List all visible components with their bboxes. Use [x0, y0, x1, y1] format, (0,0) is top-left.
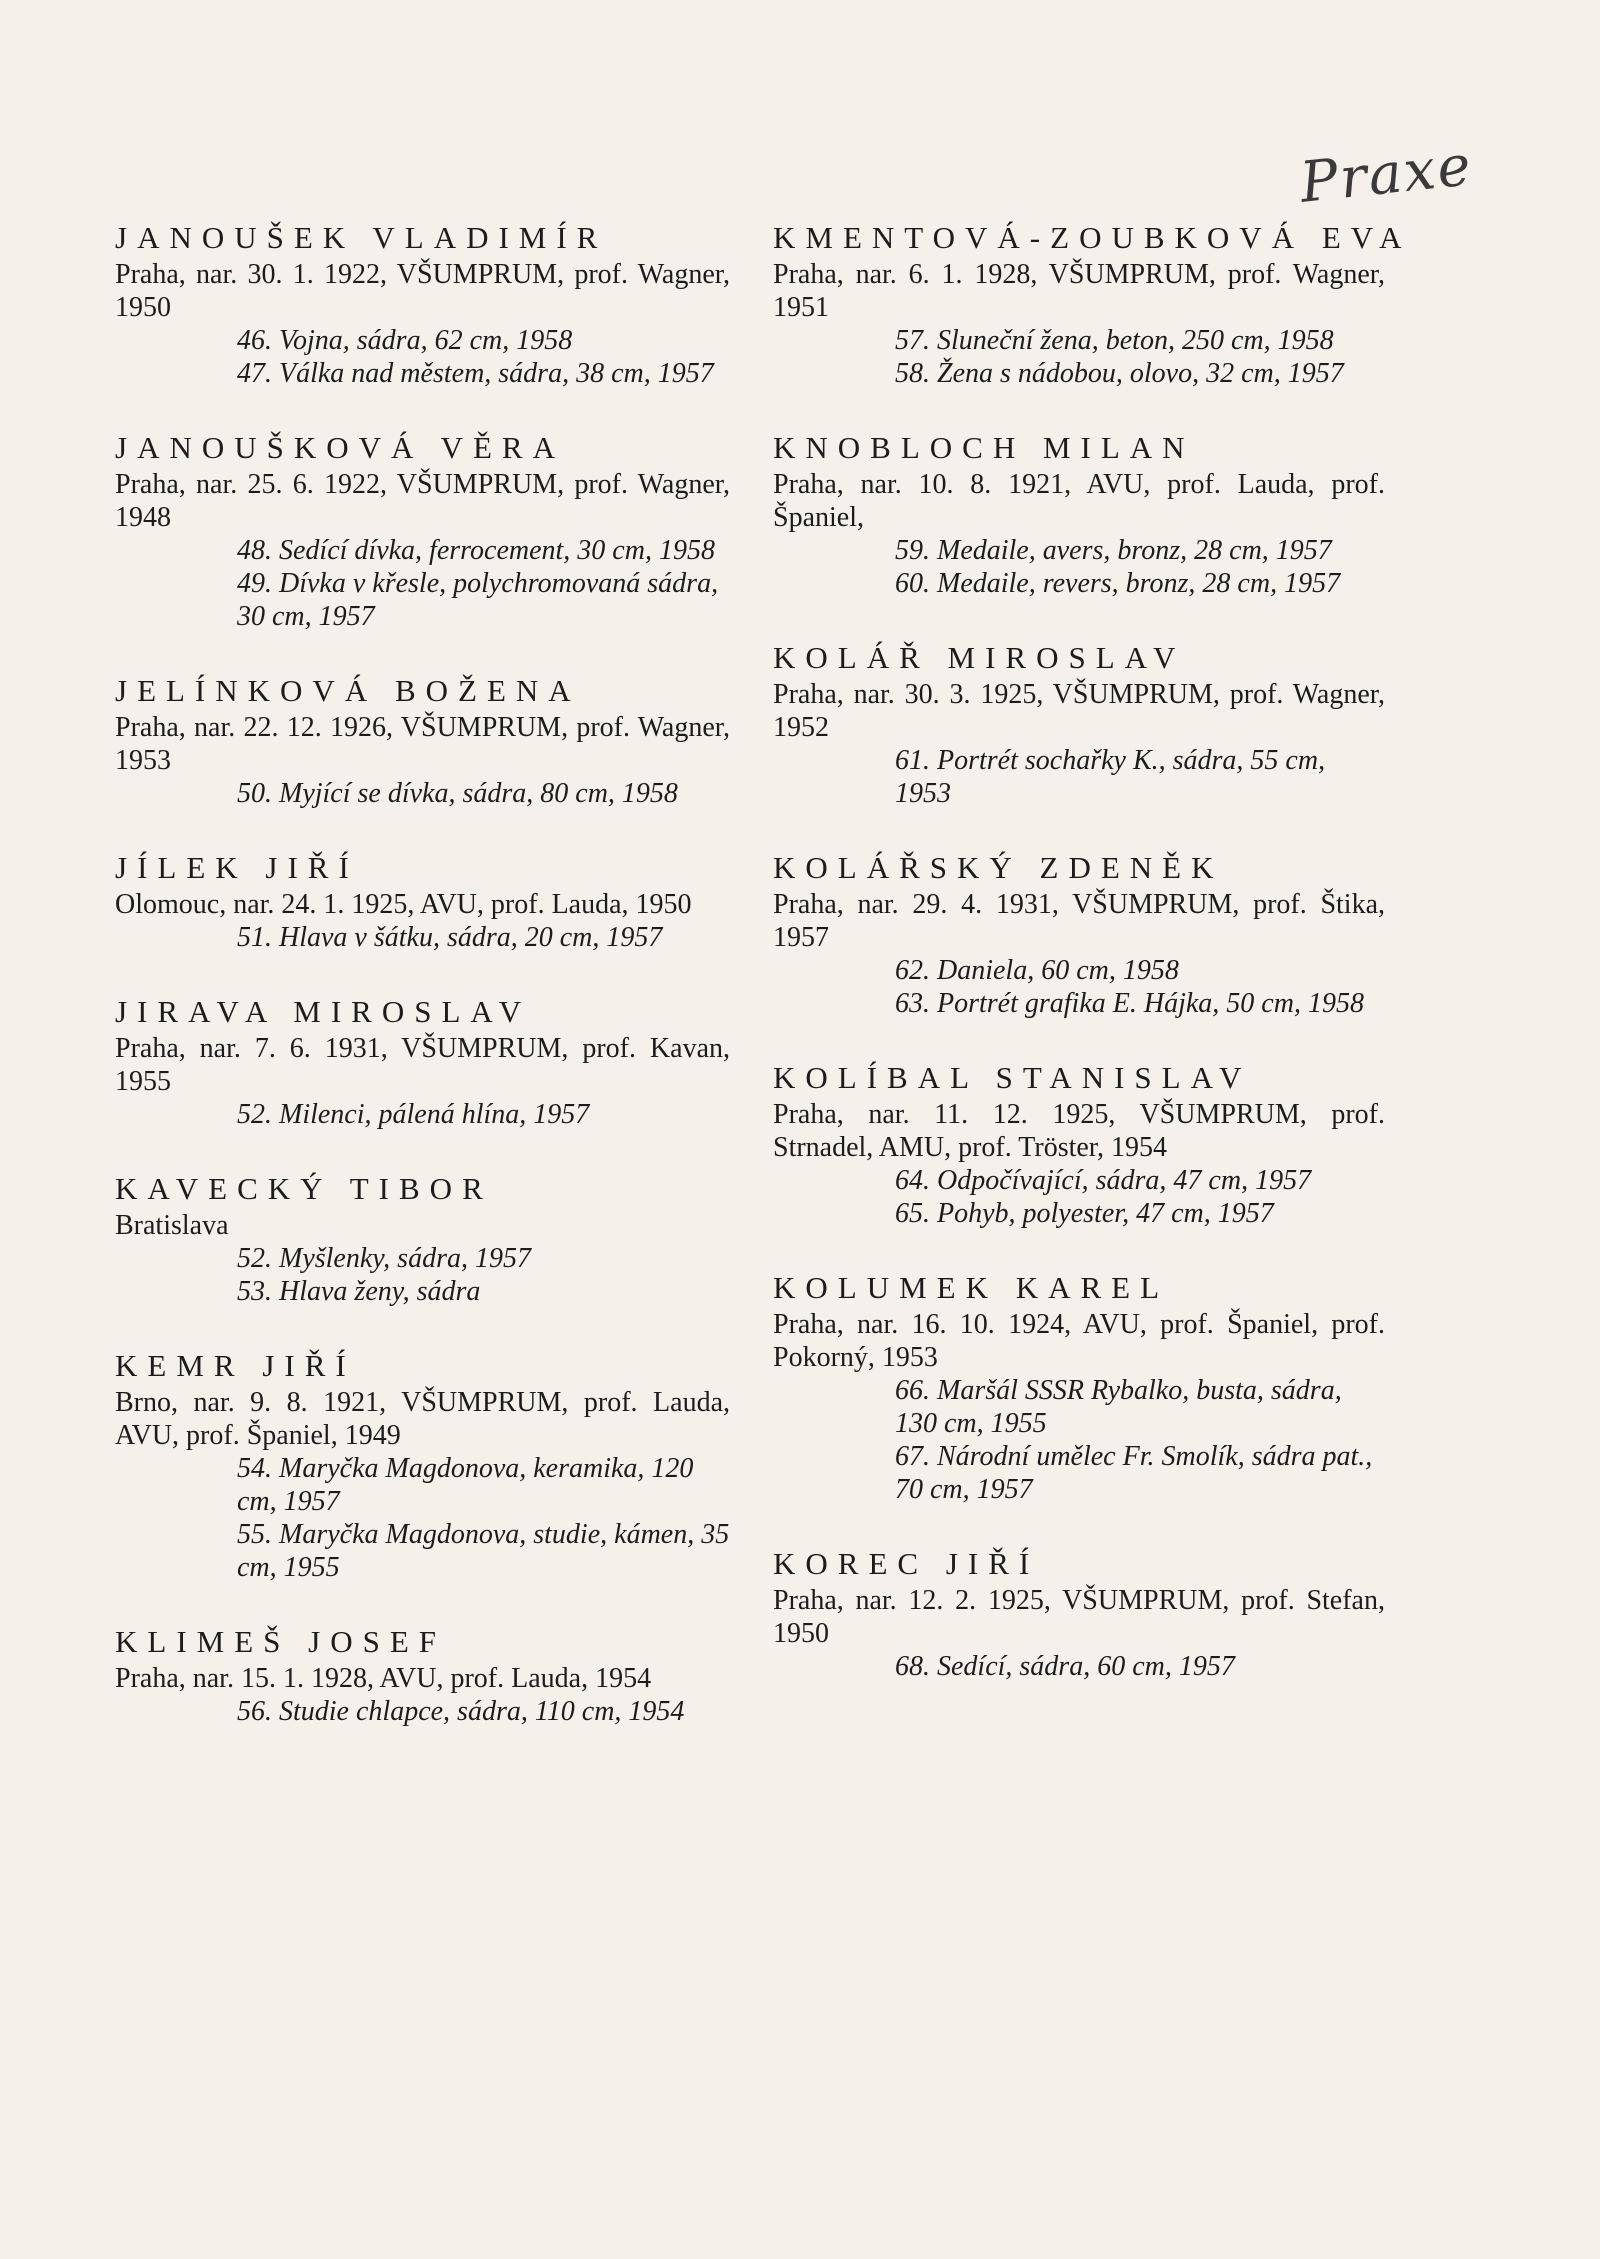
work-description: Daniela, 60 cm, 1958: [937, 955, 1179, 986]
artist-name: KOREC JIŘÍ: [773, 1546, 1040, 1581]
work-description: Válka nad městem, sádra, 38 cm, 1957: [279, 358, 714, 389]
work-item: [895, 1164, 1385, 1197]
artist-bio: Praha, nar. 12. 2. 1925, VŠUMPRUM, prof. Stefan, 1950: [773, 1585, 1385, 1649]
artist-bio: Praha, nar. 16. 10. 1924, AVU, prof. Španiel, prof. Pokorný, 1953: [773, 1309, 1385, 1373]
work-number: 68.: [895, 1651, 930, 1682]
catalog-entry: [773, 1058, 1385, 1230]
work-description: Dívka v křesle, polychromovaná sádra, 30 cm, 1957: [237, 568, 719, 632]
work-item: [237, 1518, 730, 1584]
work-number: 50.: [237, 778, 272, 809]
works-list: [237, 1695, 730, 1728]
work-item: [895, 1440, 1385, 1506]
works-list: [237, 777, 730, 810]
work-number: 54.: [237, 1453, 272, 1484]
work-description: Maryčka Magdonova, keramika, 120 cm, 1957: [237, 1453, 694, 1517]
right-column: [773, 218, 1412, 1721]
catalog-entry: [773, 638, 1385, 810]
artist-bio: Brno, nar. 9. 8. 1921, VŠUMPRUM, prof. Lauda, AVU, prof. Španiel, 1949: [115, 1387, 730, 1451]
artist-bio: Praha, nar. 6. 1. 1928, VŠUMPRUM, prof. Wagner, 1951: [773, 259, 1385, 323]
work-number: 64.: [895, 1165, 930, 1196]
work-description: Myjící se dívka, sádra, 80 cm, 1958: [279, 778, 678, 809]
artist-bio: Bratislava: [115, 1210, 229, 1241]
work-number: 48.: [237, 535, 272, 566]
catalog-entry: [773, 218, 1412, 390]
work-description: Sluneční žena, beton, 250 cm, 1958: [937, 325, 1334, 356]
work-description: Myšlenky, sádra, 1957: [279, 1243, 531, 1274]
work-description: Medaile, revers, bronz, 28 cm, 1957: [937, 568, 1341, 599]
catalog-entry: [115, 1622, 730, 1728]
works-list: [237, 324, 730, 390]
work-description: Hlava ženy, sádra: [279, 1276, 481, 1307]
artist-bio: Olomouc, nar. 24. 1. 1925, AVU, prof. Lauda, 1950: [115, 889, 692, 920]
work-item: [895, 954, 1385, 987]
work-item: [895, 1650, 1385, 1683]
catalog-entry: [115, 1346, 730, 1584]
artist-name: KMENTOVÁ-ZOUBKOVÁ EVA: [773, 220, 1412, 255]
catalog-entry: [115, 992, 730, 1131]
work-item: [237, 567, 730, 633]
work-description: Maršál SSSR Rybalko, busta, sádra, 130 cm, 1955: [895, 1375, 1342, 1439]
artist-name: KOLÍBAL STANISLAV: [773, 1060, 1252, 1095]
catalog-entry: [115, 848, 730, 954]
works-list: [895, 1650, 1385, 1683]
artist-name: JELÍNKOVÁ BOŽENA: [115, 673, 581, 708]
works-list: [895, 954, 1385, 1020]
work-description: Hlava v šátku, sádra, 20 cm, 1957: [279, 922, 663, 953]
work-description: Portrét sochařky K., sádra, 55 cm, 1953: [895, 745, 1326, 809]
works-list: [237, 1452, 730, 1584]
work-number: 51.: [237, 922, 272, 953]
work-number: 53.: [237, 1276, 272, 1307]
artist-bio: Praha, nar. 22. 12. 1926, VŠUMPRUM, prof. Wagner, 1953: [115, 712, 730, 776]
work-item: [895, 987, 1385, 1020]
work-description: Sedící dívka, ferrocement, 30 cm, 1958: [279, 535, 715, 566]
catalog-entry: [115, 671, 730, 810]
artist-bio: Praha, nar. 29. 4. 1931, VŠUMPRUM, prof. Štika, 1957: [773, 889, 1385, 953]
work-number: 62.: [895, 955, 930, 986]
work-item: [237, 1098, 730, 1131]
catalog-entry: [773, 428, 1385, 600]
work-description: Studie chlapce, sádra, 110 cm, 1954: [279, 1696, 685, 1727]
artist-name: KLIMEŠ JOSEF: [115, 1624, 447, 1659]
catalog-entry: [773, 1268, 1385, 1506]
artist-bio: Praha, nar. 30. 1. 1922, VŠUMPRUM, prof. Wagner, 1950: [115, 259, 730, 323]
work-item: [237, 357, 730, 390]
artist-name: KAVECKÝ TIBOR: [115, 1171, 493, 1206]
work-item: [895, 324, 1385, 357]
work-description: Pohyb, polyester, 47 cm, 1957: [937, 1198, 1274, 1229]
work-item: [237, 1275, 730, 1308]
work-item: [237, 777, 730, 810]
handwritten-note: Praxe: [1297, 133, 1476, 216]
artist-name: KNOBLOCH MILAN: [773, 430, 1195, 465]
works-list: [237, 1098, 730, 1131]
artist-name: KOLUMEK KAREL: [773, 1270, 1170, 1305]
work-item: [237, 1695, 730, 1728]
catalog-entry: [773, 1544, 1385, 1683]
works-list: [895, 324, 1385, 390]
artist-name: KOLÁŘSKÝ ZDENĚK: [773, 850, 1224, 885]
work-number: 67.: [895, 1441, 930, 1472]
artist-name: KOLÁŘ MIROSLAV: [773, 640, 1186, 675]
work-item: [895, 534, 1385, 567]
artist-bio: Praha, nar. 10. 8. 1921, AVU, prof. Lauda, prof. Španiel,: [773, 469, 1385, 533]
work-number: 66.: [895, 1375, 930, 1406]
catalog-entry: [115, 428, 730, 633]
work-number: 61.: [895, 745, 930, 776]
artist-bio: Praha, nar. 11. 12. 1925, VŠUMPRUM, prof. Strnadel, AMU, prof. Tröster, 1954: [773, 1099, 1385, 1163]
work-number: 47.: [237, 358, 272, 389]
work-number: 59.: [895, 535, 930, 566]
work-description: Maryčka Magdonova, studie, kámen, 35 cm, 1955: [237, 1519, 730, 1583]
work-item: [895, 744, 1385, 810]
artist-name: JÍLEK JIŘÍ: [115, 850, 359, 885]
work-description: Portrét grafika E. Hájka, 50 cm, 1958: [937, 988, 1364, 1019]
works-list: [237, 921, 730, 954]
work-description: Odpočívající, sádra, 47 cm, 1957: [937, 1165, 1312, 1196]
work-number: 52.: [237, 1243, 272, 1274]
works-list: [895, 744, 1385, 810]
artist-name: JANOUŠKOVÁ VĚRA: [115, 430, 565, 465]
work-number: 60.: [895, 568, 930, 599]
work-item: [237, 534, 730, 567]
work-item: [237, 921, 730, 954]
artist-name: JANOUŠEK VLADIMÍR: [115, 220, 608, 255]
works-list: [895, 534, 1385, 600]
work-item: [895, 357, 1385, 390]
work-number: 46.: [237, 325, 272, 356]
works-list: [895, 1164, 1385, 1230]
work-description: Vojna, sádra, 62 cm, 1958: [279, 325, 573, 356]
work-item: [237, 1242, 730, 1275]
work-number: 49.: [237, 568, 272, 599]
work-number: 56.: [237, 1696, 272, 1727]
work-item: [237, 324, 730, 357]
catalog-entry: [115, 1169, 730, 1308]
works-list: [237, 1242, 730, 1308]
work-item: [895, 1197, 1385, 1230]
works-list: [237, 534, 730, 633]
work-item: [895, 567, 1385, 600]
work-number: 63.: [895, 988, 930, 1019]
work-description: Milenci, pálená hlína, 1957: [279, 1099, 590, 1130]
work-description: Žena s nádobou, olovo, 32 cm, 1957: [937, 358, 1344, 389]
work-number: 52.: [237, 1099, 272, 1130]
work-number: 55.: [237, 1519, 272, 1550]
artist-bio: Praha, nar. 7. 6. 1931, VŠUMPRUM, prof. Kavan, 1955: [115, 1033, 730, 1097]
work-description: Národní umělec Fr. Smolík, sádra pat., 70 cm, 1957: [895, 1441, 1373, 1505]
work-number: 65.: [895, 1198, 930, 1229]
catalog-entry: [115, 218, 730, 390]
catalog-entry: [773, 848, 1385, 1020]
left-column: [115, 218, 730, 1766]
work-description: Sedící, sádra, 60 cm, 1957: [937, 1651, 1235, 1682]
work-item: [895, 1374, 1385, 1440]
artist-name: JIRAVA MIROSLAV: [115, 994, 532, 1029]
work-number: 58.: [895, 358, 930, 389]
work-item: [237, 1452, 730, 1518]
work-number: 57.: [895, 325, 930, 356]
works-list: [895, 1374, 1385, 1506]
artist-bio: Praha, nar. 30. 3. 1925, VŠUMPRUM, prof. Wagner, 1952: [773, 679, 1385, 743]
artist-bio: Praha, nar. 25. 6. 1922, VŠUMPRUM, prof. Wagner, 1948: [115, 469, 730, 533]
artist-name: KEMR JIŘÍ: [115, 1348, 356, 1383]
work-description: Medaile, avers, bronz, 28 cm, 1957: [937, 535, 1332, 566]
artist-bio: Praha, nar. 15. 1. 1928, AVU, prof. Lauda, 1954: [115, 1663, 652, 1694]
